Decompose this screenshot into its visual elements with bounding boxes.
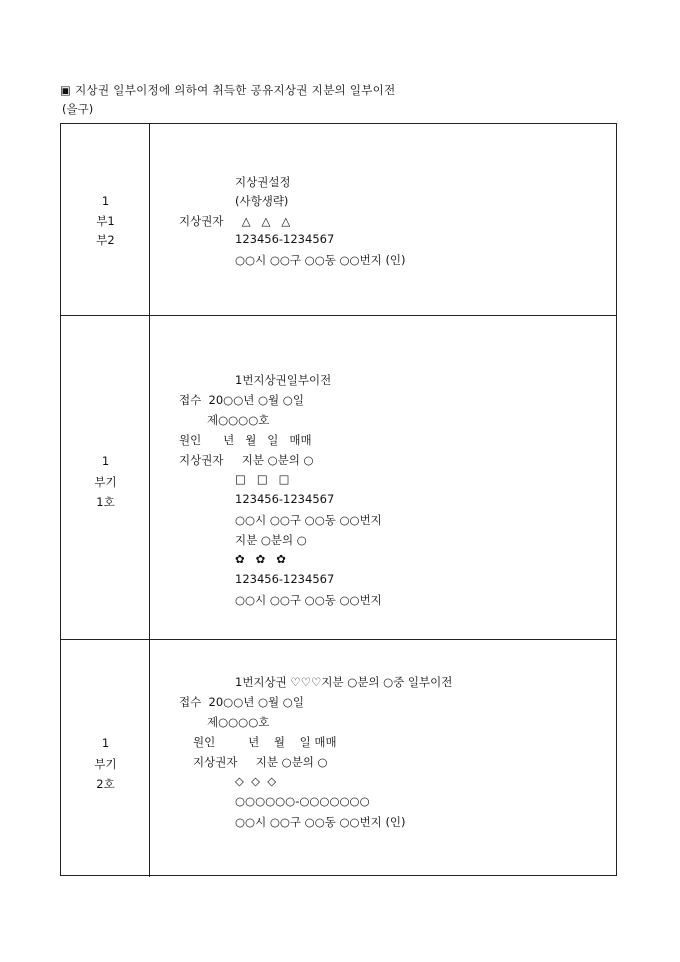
section-label: (을구) [62, 102, 94, 116]
entry-line: 지상권자 지분 ○분의 ○ [193, 755, 328, 769]
entry-line: 1번지상권일부이전 [235, 373, 332, 387]
rank-number: 부기 [94, 475, 117, 489]
rank-number: 1호 [96, 495, 115, 509]
entry-line: ○○시 ○○구 ○○동 ○○번지 [235, 513, 382, 527]
entry-line: ○○시 ○○구 ○○동 ○○번지 (인) [235, 253, 406, 267]
rank-number: 부기 [94, 757, 117, 771]
entry-line: 제○○○○호 [207, 413, 270, 427]
entry-line: ✿ ✿ ✿ [235, 552, 286, 566]
table-row [61, 316, 616, 640]
entry-line: 원인 년 월 일 매매 [179, 433, 312, 447]
rank-cell [61, 640, 150, 877]
entry-line: 제○○○○호 [207, 715, 270, 729]
entry-line: 접수 20○○년 ○월 ○일 [179, 393, 304, 407]
entry-line: 123456-1234567 [235, 572, 335, 586]
entry-line: 지상권자 지분 ○분의 ○ [179, 453, 314, 467]
rank-cell [61, 316, 150, 639]
rank-number: 부2 [96, 233, 115, 247]
entry-line: (사항생략) [235, 194, 289, 208]
rank-number: 1 [101, 454, 110, 468]
rank-number: 2호 [96, 777, 115, 791]
rank-cell [61, 124, 150, 315]
entry-line: 원인 년 월 일 매매 [193, 735, 337, 749]
entry-line: ◇ ◇ ◇ [235, 774, 277, 788]
entry-line: 지상권자 △ △ △ [179, 214, 291, 228]
entry-line: 1번지상권 ♡♡♡지분 ○분의 ○중 일부이전 [235, 675, 453, 689]
entry-line: ○○시 ○○구 ○○동 ○○번지 [235, 593, 382, 607]
entry-line: ○○○○○○-○○○○○○○ [235, 794, 370, 808]
entry-line: ○○시 ○○구 ○○동 ○○번지 (인) [235, 815, 406, 829]
entry-line: 123456-1234567 [235, 232, 335, 246]
entry-line: 지분 ○분의 ○ [235, 533, 307, 547]
entry-line: 123456-1234567 [235, 492, 335, 506]
registry-table [60, 123, 617, 876]
entry-line: □ □ □ [235, 472, 290, 486]
table-row [61, 124, 616, 316]
entry-line: 접수 20○○년 ○월 ○일 [179, 695, 304, 709]
rank-number: 1 [101, 194, 110, 208]
table-row [61, 640, 616, 877]
entry-line: 지상권설정 [235, 175, 291, 189]
page-heading: ▣ 지상권 일부이정에 의하여 취득한 공유지상권 지분의 일부이전 [60, 83, 396, 97]
rank-number: 부1 [96, 214, 115, 228]
rank-number: 1 [101, 736, 110, 750]
